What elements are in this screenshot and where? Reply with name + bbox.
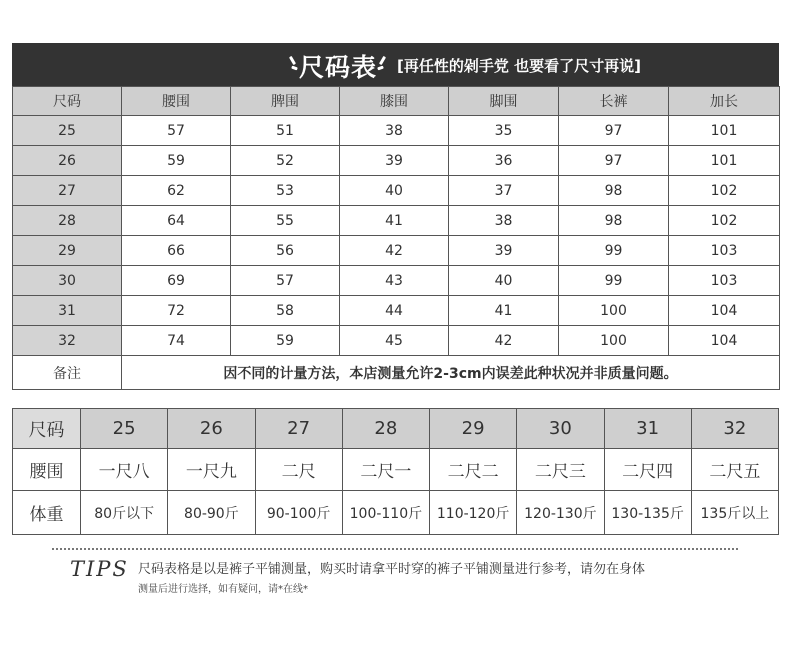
size-chart bbox=[12, 43, 779, 390]
waist-cell: 二尺二 bbox=[430, 449, 517, 491]
size-cell: 26 bbox=[13, 146, 122, 176]
reference-chart bbox=[12, 408, 779, 535]
measurement-cell: 41 bbox=[340, 206, 449, 236]
size-table bbox=[12, 86, 780, 390]
measurement-cell: 102 bbox=[669, 176, 780, 206]
size-cell: 28 bbox=[342, 409, 429, 449]
size-cell: 25 bbox=[81, 409, 168, 449]
sparkle-right-icon bbox=[377, 54, 387, 78]
column-header: 膝围 bbox=[340, 87, 449, 116]
waist-cell: 二尺四 bbox=[604, 449, 691, 491]
size-cell: 27 bbox=[13, 176, 122, 206]
reference-table bbox=[12, 408, 779, 535]
measurement-cell: 36 bbox=[449, 146, 559, 176]
measurement-cell: 72 bbox=[122, 296, 231, 326]
measurement-cell: 52 bbox=[231, 146, 340, 176]
column-header: 脾围 bbox=[231, 87, 340, 116]
measurement-cell: 98 bbox=[559, 206, 669, 236]
waist-cell: 二尺三 bbox=[517, 449, 604, 491]
size-table-row bbox=[13, 296, 780, 326]
weight-cell: 135斤以上 bbox=[691, 491, 778, 535]
column-header: 长裤 bbox=[559, 87, 669, 116]
size-cell: 28 bbox=[13, 206, 122, 236]
measurement-cell: 97 bbox=[559, 146, 669, 176]
column-header: 加长 bbox=[669, 87, 780, 116]
measurement-cell: 40 bbox=[340, 176, 449, 206]
measurement-cell: 99 bbox=[559, 236, 669, 266]
measurement-cell: 58 bbox=[231, 296, 340, 326]
size-cell: 32 bbox=[691, 409, 778, 449]
measurement-cell: 103 bbox=[669, 236, 780, 266]
measurement-cell: 57 bbox=[231, 266, 340, 296]
dotted-divider bbox=[52, 548, 738, 550]
measurement-cell: 35 bbox=[449, 116, 559, 146]
size-cell: 30 bbox=[13, 266, 122, 296]
reference-waist-row bbox=[13, 449, 779, 491]
measurement-cell: 38 bbox=[449, 206, 559, 236]
measurement-cell: 38 bbox=[340, 116, 449, 146]
measurement-cell: 99 bbox=[559, 266, 669, 296]
row-label: 腰围 bbox=[13, 449, 81, 491]
measurement-cell: 74 bbox=[122, 326, 231, 356]
measurement-cell: 104 bbox=[669, 296, 780, 326]
measurement-cell: 104 bbox=[669, 326, 780, 356]
waist-cell: 二尺一 bbox=[342, 449, 429, 491]
column-header: 脚围 bbox=[449, 87, 559, 116]
measurement-cell: 102 bbox=[669, 206, 780, 236]
size-cell: 29 bbox=[13, 236, 122, 266]
measurement-cell: 57 bbox=[122, 116, 231, 146]
size-chart-subtitle: [再任性的剁手党 也要看了尺寸再说] bbox=[397, 57, 641, 75]
tips-text-line1: 尺码表格是以是裤子平铺测量，购买时请拿平时穿的裤子平铺测量进行参考，请勿在身体 bbox=[138, 562, 646, 577]
measurement-cell: 45 bbox=[340, 326, 449, 356]
measurement-cell: 40 bbox=[449, 266, 559, 296]
waist-cell: 一尺九 bbox=[168, 449, 255, 491]
measurement-cell: 101 bbox=[669, 146, 780, 176]
measurement-cell: 42 bbox=[449, 326, 559, 356]
weight-cell: 130-135斤 bbox=[604, 491, 691, 535]
measurement-cell: 51 bbox=[231, 116, 340, 146]
measurement-cell: 39 bbox=[449, 236, 559, 266]
note-text: 因不同的计量方法，本店测量允许2-3cm内误差此种状况并非质量问题。 bbox=[122, 356, 780, 390]
measurement-cell: 56 bbox=[231, 236, 340, 266]
measurement-cell: 100 bbox=[559, 326, 669, 356]
measurement-cell: 64 bbox=[122, 206, 231, 236]
measurement-cell: 55 bbox=[231, 206, 340, 236]
measurement-cell: 44 bbox=[340, 296, 449, 326]
measurement-cell: 97 bbox=[559, 116, 669, 146]
measurement-cell: 62 bbox=[122, 176, 231, 206]
measurement-cell: 39 bbox=[340, 146, 449, 176]
column-header: 腰围 bbox=[122, 87, 231, 116]
reference-weight-row bbox=[13, 491, 779, 535]
measurement-cell: 37 bbox=[449, 176, 559, 206]
column-header: 尺码 bbox=[13, 87, 122, 116]
weight-cell: 90-100斤 bbox=[255, 491, 342, 535]
note-label: 备注 bbox=[13, 356, 122, 390]
size-cell: 30 bbox=[517, 409, 604, 449]
note-row bbox=[13, 356, 780, 390]
size-cell: 25 bbox=[13, 116, 122, 146]
size-cell: 31 bbox=[13, 296, 122, 326]
row-label: 尺码 bbox=[13, 409, 81, 449]
row-label: 体重 bbox=[13, 491, 81, 535]
weight-cell: 100-110斤 bbox=[342, 491, 429, 535]
weight-cell: 80斤以下 bbox=[81, 491, 168, 535]
weight-cell: 120-130斤 bbox=[517, 491, 604, 535]
measurement-cell: 69 bbox=[122, 266, 231, 296]
size-table-row bbox=[13, 146, 780, 176]
size-table-row bbox=[13, 116, 780, 146]
weight-cell: 80-90斤 bbox=[168, 491, 255, 535]
measurement-cell: 41 bbox=[449, 296, 559, 326]
measurement-cell: 53 bbox=[231, 176, 340, 206]
size-table-row bbox=[13, 236, 780, 266]
size-table-row bbox=[13, 206, 780, 236]
size-table-header-row bbox=[13, 87, 780, 116]
waist-cell: 二尺 bbox=[255, 449, 342, 491]
size-chart-header bbox=[12, 43, 779, 86]
size-cell: 32 bbox=[13, 326, 122, 356]
measurement-cell: 42 bbox=[340, 236, 449, 266]
size-cell: 31 bbox=[604, 409, 691, 449]
size-table-row bbox=[13, 266, 780, 296]
sparkle-left-icon bbox=[289, 54, 299, 78]
measurement-cell: 59 bbox=[231, 326, 340, 356]
waist-cell: 二尺五 bbox=[691, 449, 778, 491]
size-chart-title: 尺码表 bbox=[299, 52, 378, 82]
measurement-cell: 59 bbox=[122, 146, 231, 176]
size-cell: 27 bbox=[255, 409, 342, 449]
measurement-cell: 103 bbox=[669, 266, 780, 296]
measurement-cell: 43 bbox=[340, 266, 449, 296]
waist-cell: 一尺八 bbox=[81, 449, 168, 491]
size-cell: 26 bbox=[168, 409, 255, 449]
tips-heading: TIPS bbox=[70, 557, 129, 581]
size-table-row bbox=[13, 176, 780, 206]
measurement-cell: 101 bbox=[669, 116, 780, 146]
weight-cell: 110-120斤 bbox=[430, 491, 517, 535]
reference-size-row bbox=[13, 409, 779, 449]
size-cell: 29 bbox=[430, 409, 517, 449]
size-table-row bbox=[13, 326, 780, 356]
measurement-cell: 100 bbox=[559, 296, 669, 326]
measurement-cell: 66 bbox=[122, 236, 231, 266]
tips-text-line2: 测量后进行选择，如有疑问，请*在线* bbox=[138, 584, 308, 595]
measurement-cell: 98 bbox=[559, 176, 669, 206]
